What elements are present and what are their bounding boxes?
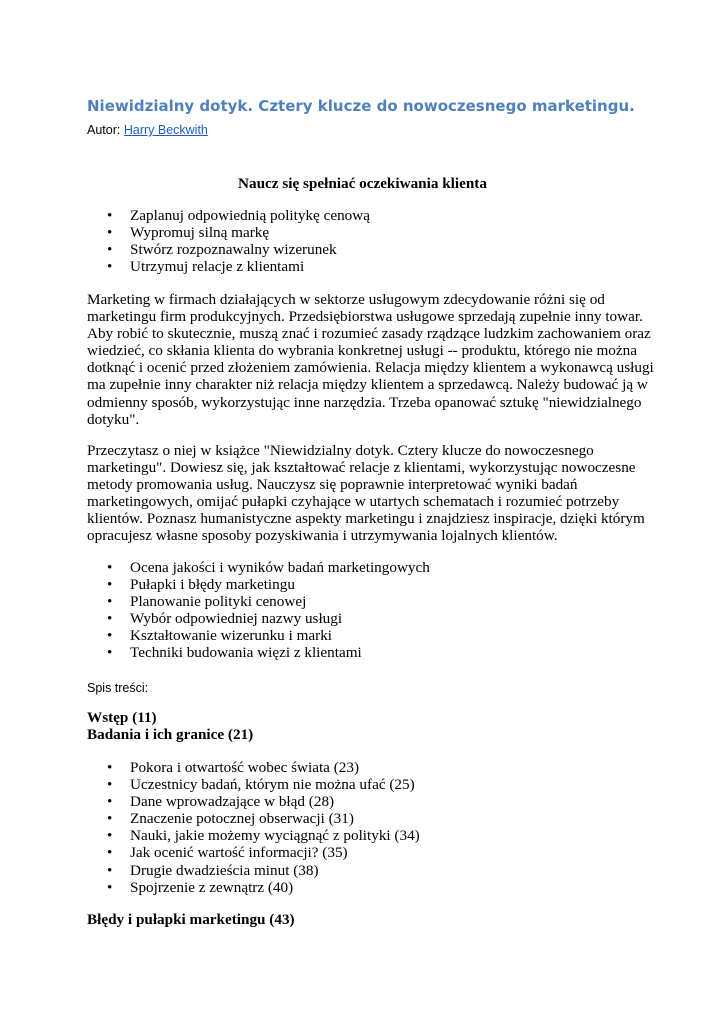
document-title: Niewidzialny dotyk. Cztery klucze do nowoczesnego marketingu.	[87, 97, 635, 115]
paragraph-intro	[87, 291, 654, 428]
list-item: • Planowanie polityki cenowej	[87, 593, 430, 610]
list-item: • Kształtowanie wizerunku i marki	[87, 627, 430, 644]
toc-chapter-list	[87, 759, 420, 896]
topics-bullet-list	[87, 559, 430, 662]
author-label: Autor:	[87, 123, 121, 137]
paragraph-line: metody promowania usług. Nauczysz się poprawnie interpretować wyniki badań	[87, 476, 578, 494]
list-item: • Wybór odpowiedniej nazwy usługi	[87, 610, 430, 627]
paragraph-line: Marketing w firmach działających w sektorze usługowym zdecydowanie różni się od	[87, 291, 605, 308]
author-link[interactable]: Harry Beckwith	[123, 123, 208, 137]
list-item: • Stwórz rozpoznawalny wizerunek	[87, 241, 370, 258]
toc-label: Spis treści:	[87, 681, 149, 695]
paragraph-line: ma zupełnie inny charakter niż relacja między klientem a sprzedawcą. Należy budować ją w	[87, 376, 648, 394]
paragraph-line: dotknąć i ocenić przed złożeniem zamówienia. Relacja między klientem a wykonawcą usługi	[87, 359, 654, 377]
list-item: • Techniki budowania więzi z klientami	[87, 644, 430, 661]
toc-heading: Błędy i pułapki marketingu (43)	[87, 911, 295, 928]
section-heading: Naucz się spełniać oczekiwania klienta	[238, 175, 487, 192]
paragraph-line: wiedzieć, co skłania klienta do wybrania konkretnej usługi -- produktu, którego nie można	[87, 342, 637, 360]
paragraph-line: klientów. Poznasz humanistyczne aspekty marketingu i znajdziesz inspiracje, dzięki którym	[87, 510, 645, 528]
list-item: • Wypromuj silną markę	[87, 224, 370, 241]
list-item: • Dane wprowadzające w błąd (28)	[87, 793, 420, 810]
list-item: • Znaczenie potocznej obserwacji (31)	[87, 810, 420, 827]
paragraph-line: odmienny sposób, wykorzystując inne narzędzia. Trzeba opanować sztukę "niewidzialnego	[87, 393, 642, 411]
paragraph-line: marketingowych, omijać pułapki czyhające w utartych schematach i rozumieć potrzeby	[87, 493, 620, 511]
toc-heading: Wstęp (11)	[87, 709, 157, 726]
author-line	[87, 122, 208, 138]
list-item: • Jak ocenić wartość informacji? (35)	[87, 844, 420, 861]
paragraph-line: marketingu firm produkcyjnych. Przedsiębiorstwa usługowe sprzedają zupełnie inny towar.	[87, 308, 643, 326]
paragraph-line: Przeczytasz o niej w książce "Niewidzialny dotyk. Cztery klucze do nowoczesnego	[87, 442, 594, 459]
list-item: • Pułapki i błędy marketingu	[87, 576, 430, 593]
list-item: • Ocena jakości i wyników badań marketingowych	[87, 559, 430, 576]
list-item: • Utrzymuj relacje z klientami	[87, 258, 370, 275]
paragraph-line: dotyku".	[87, 410, 140, 428]
list-item: • Zaplanuj odpowiednią politykę cenową	[87, 207, 370, 224]
paragraph-book	[87, 442, 645, 545]
paragraph-line: opracujesz własne sposoby pozyskiwania i utrzymywania lojalnych klientów.	[87, 527, 558, 545]
list-item: • Spojrzenie z zewnątrz (40)	[87, 879, 420, 896]
list-item: • Uczestnicy badań, którym nie można ufać (25)	[87, 776, 420, 793]
paragraph-line: Aby robić to skutecznie, muszą znać i rozumieć zasady rządzące ludzkim zachowaniem oraz	[87, 325, 651, 343]
paragraph-line: marketingu". Dowiesz się, jak kształtować relacje z klientami, wykorzystując nowoczesne	[87, 459, 636, 477]
list-item: • Drugie dwadzieścia minut (38)	[87, 862, 420, 879]
intro-bullet-list	[87, 207, 370, 275]
toc-heading: Badania i ich granice (21)	[87, 726, 254, 743]
list-item: • Nauki, jakie możemy wyciągnąć z polityki (34)	[87, 827, 420, 844]
list-item: • Pokora i otwartość wobec świata (23)	[87, 759, 420, 776]
